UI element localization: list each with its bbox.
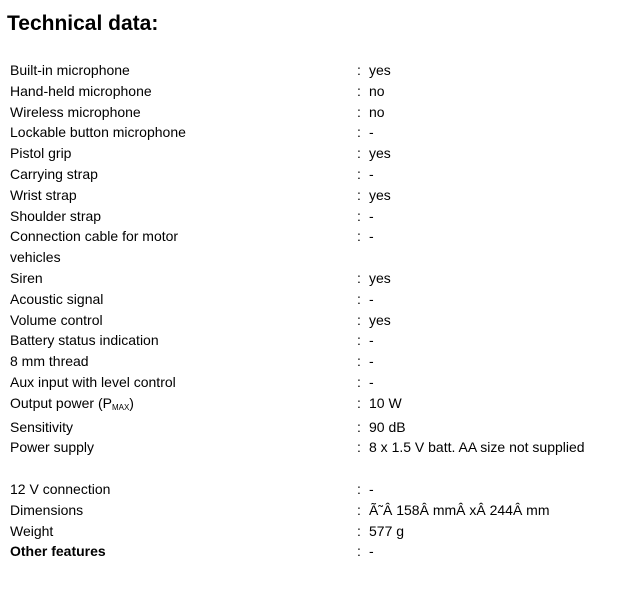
spec-row-carrying-strap xyxy=(10,164,610,185)
spec-separator: : xyxy=(357,145,361,162)
spec-label xyxy=(10,226,357,268)
spec-row-built-in-microphone xyxy=(10,60,610,81)
spec-separator: : xyxy=(357,186,361,203)
spec-label: Acoustic signal xyxy=(10,290,104,307)
spec-value: yes xyxy=(369,311,391,328)
spec-row-acoustic-signal xyxy=(10,289,610,310)
spec-separator: : xyxy=(357,543,361,560)
spec-label: Wireless microphone xyxy=(10,103,141,120)
spec-value: - xyxy=(369,332,374,349)
spec-value: Ã˜Â 158Â mmÂ xÂ 244Â mm xyxy=(369,501,550,518)
spec-value: 90 dB xyxy=(369,418,406,435)
spec-label-text: Output power (P xyxy=(10,394,112,411)
spec-separator: : xyxy=(357,62,361,78)
spec-row-output-power xyxy=(10,393,610,417)
spec-label: Hand-held microphone xyxy=(10,82,152,99)
spec-value: - xyxy=(369,373,374,390)
spec-value: yes xyxy=(369,62,391,78)
spec-row-pistol-grip xyxy=(10,143,610,164)
spec-row-12v-connection xyxy=(10,479,610,500)
page-title: Technical data: xyxy=(7,12,159,35)
spec-label: Volume control xyxy=(10,311,103,328)
spec-row-weight xyxy=(10,521,610,542)
spec-separator: : xyxy=(357,332,361,349)
spec-row-volume-control xyxy=(10,310,610,331)
spec-row-power-supply xyxy=(10,437,610,458)
spec-label: 12 V connection xyxy=(10,480,111,497)
spec-value: yes xyxy=(369,145,391,162)
spec-label: Wrist strap xyxy=(10,186,77,203)
spec-label: 8 mm thread xyxy=(10,353,89,370)
spec-separator: : xyxy=(357,522,361,539)
spec-row-other-features xyxy=(10,541,610,562)
spec-row-sensitivity xyxy=(10,417,610,438)
spec-value: no xyxy=(369,82,385,99)
spec-label: Built-in microphone xyxy=(10,62,130,78)
spec-separator: : xyxy=(357,269,361,286)
spec-value: yes xyxy=(369,186,391,203)
spec-row-connection-cable xyxy=(10,226,610,268)
spec-value: - xyxy=(369,543,374,560)
spec-value: yes xyxy=(369,269,391,286)
spec-label: Shoulder strap xyxy=(10,207,102,224)
spec-separator: : xyxy=(357,165,361,182)
spec-value: - xyxy=(369,228,374,245)
spacer xyxy=(10,458,610,479)
spec-row-dimensions xyxy=(10,500,610,521)
spec-separator: : xyxy=(357,124,361,141)
spec-separator: : xyxy=(357,353,361,370)
spec-label: Carrying strap xyxy=(10,165,98,182)
spec-label: Power supply xyxy=(10,439,95,456)
spec-value: no xyxy=(369,103,385,120)
spec-label: Weight xyxy=(10,522,54,539)
spec-separator: : xyxy=(357,501,361,518)
spec-label: Battery status indication xyxy=(10,332,159,349)
spec-label: Sensitivity xyxy=(10,418,74,435)
spec-label: Pistol grip xyxy=(10,145,72,162)
spec-label: Dimensions xyxy=(10,501,84,518)
spec-label xyxy=(10,393,357,417)
spec-label: Other features xyxy=(10,543,106,560)
spec-value: - xyxy=(369,480,374,497)
spec-separator: : xyxy=(357,418,361,435)
spec-row-lockable-button-microphone xyxy=(10,122,610,143)
spec-row-wireless-microphone xyxy=(10,102,610,123)
spec-label: Siren xyxy=(10,269,43,286)
spec-row-hand-held-microphone xyxy=(10,81,610,102)
spec-row-aux-input xyxy=(10,372,610,393)
spec-value: - xyxy=(369,290,374,307)
spec-separator: : xyxy=(357,439,361,456)
spec-value: 10 W xyxy=(369,394,402,411)
spec-row-wrist-strap xyxy=(10,185,610,206)
spec-separator: : xyxy=(357,394,361,411)
spec-separator: : xyxy=(357,290,361,307)
spec-value: 577 g xyxy=(369,522,405,539)
spec-table xyxy=(10,60,610,562)
spec-label-text: ) xyxy=(129,394,134,411)
spec-separator: : xyxy=(357,480,361,497)
spec-label: Lockable button microphone xyxy=(10,124,186,141)
spec-value: - xyxy=(369,353,374,370)
spec-value: - xyxy=(369,165,374,182)
spec-value: - xyxy=(369,124,374,141)
spec-row-shoulder-strap xyxy=(10,206,610,227)
spec-label-subscript: MAX xyxy=(111,402,130,412)
spec-label: Aux input with level control xyxy=(10,373,176,390)
spec-separator: : xyxy=(357,373,361,390)
spec-separator: : xyxy=(357,311,361,328)
spec-label-line: vehicles xyxy=(10,249,61,266)
spec-separator: : xyxy=(357,207,361,224)
spec-separator: : xyxy=(357,82,361,99)
spec-row-siren xyxy=(10,268,610,289)
spec-row-battery-status xyxy=(10,330,610,351)
spec-separator: : xyxy=(357,228,361,245)
spec-value: 8 x 1.5 V batt. AA size not supplied xyxy=(369,439,585,456)
spec-separator: : xyxy=(357,103,361,120)
spec-label-line: Connection cable for motor xyxy=(10,228,179,245)
spec-row-8mm-thread xyxy=(10,351,610,372)
spec-value: - xyxy=(369,207,374,224)
